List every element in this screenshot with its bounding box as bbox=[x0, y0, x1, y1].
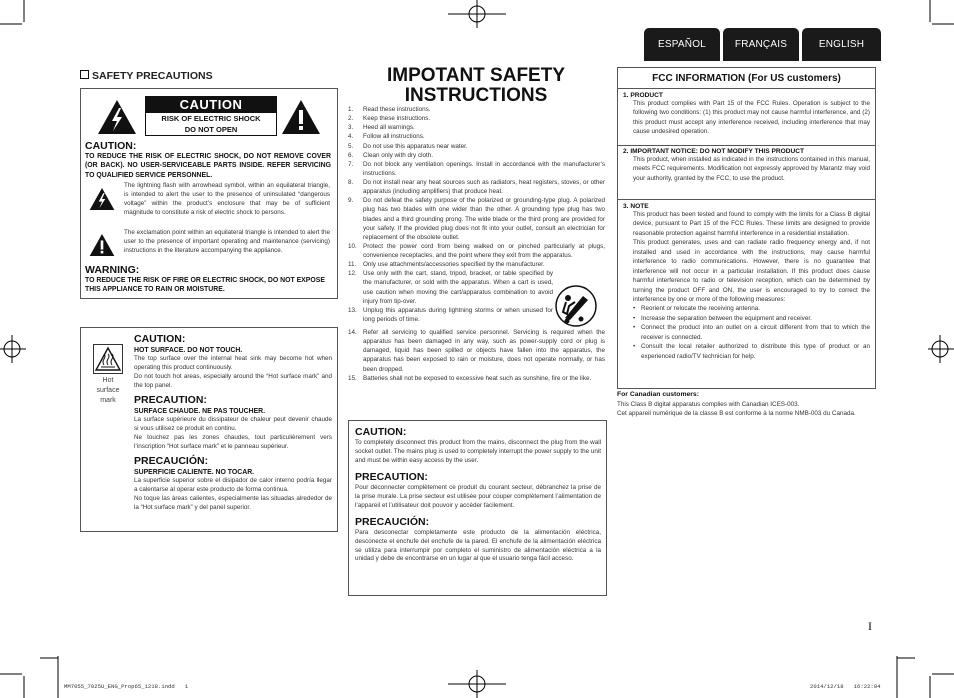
instruction-text: Keep these instructions. bbox=[363, 115, 431, 123]
instruction-text: Do not use this apparatus near water. bbox=[363, 142, 468, 150]
fcc-bullet: • Connect the product into an outlet on a circuit different from that to which the receiver is connected. bbox=[633, 323, 870, 342]
instruction-text: Only use attachments/accessories specified by the manufacturer. bbox=[363, 261, 545, 269]
unplug-text-block bbox=[355, 425, 601, 564]
instruction-number: 12. bbox=[348, 270, 357, 278]
instruction-number: 10. bbox=[348, 242, 357, 250]
hot-precaution-title: PRECAUTION: bbox=[134, 394, 207, 407]
exclamation-triangle-icon bbox=[281, 99, 321, 135]
fcc-s1-text: This product complies with Part 15 of the FCC Rules. Operation is subject to the following two conditions: (1) this product may not cause harmful interference, and (2) this product must accept any interference received, including interference that may cause undesired operation. bbox=[633, 100, 870, 136]
instruction-item bbox=[348, 160, 605, 178]
instruction-item bbox=[348, 328, 605, 374]
canada-text1: This Class B digital apparatus complies with Canadian ICES-003. bbox=[617, 400, 800, 408]
instruction-text: Batteries shall not be exposed to excessive heat such as sunshine, fire or the like. bbox=[363, 374, 592, 382]
instruction-text: Do not block any ventilation openings. Install in accordance with the manufacturer’s instructions. bbox=[363, 160, 605, 177]
instruction-number: 15. bbox=[348, 374, 357, 382]
hot-surface-icon bbox=[94, 345, 122, 373]
hot-caution-text2: Do not touch hot areas, especially around the “Hot surface mark” and the top panel. bbox=[134, 373, 332, 390]
instruction-text: Do not defeat the safety purpose of the polarized or grounding-type plug. A polarized plug has two blades with one wider than the other. A grounding type plug has two blades and a third grounding prong. The wide blade or the third prong are provided for your safety. If the provided plug does not fit into your outlet, consult an electrician for replacement of the obsolete outlet. bbox=[363, 197, 605, 241]
instruction-item bbox=[348, 374, 605, 383]
fcc-divider-3 bbox=[618, 199, 875, 200]
instruction-number: 1. bbox=[348, 106, 354, 113]
caution-text: TO REDUCE THE RISK OF ELECTRIC SHOCK, DO NOT REMOVE COVER (OR BACK). NO USER-SERVICEABLE PARTS INSIDE. REFER SERVICING TO QUALIFIED SERVICE PERSONNEL. bbox=[85, 153, 331, 179]
instruction-number: 2. bbox=[348, 115, 354, 123]
canada-title: For Canadian customers: bbox=[617, 391, 699, 398]
instruction-item bbox=[348, 132, 605, 141]
canada-block bbox=[617, 390, 874, 419]
exclamation-small-icon bbox=[89, 233, 115, 257]
caution-label bbox=[145, 96, 277, 136]
instruction-number: 3. bbox=[348, 124, 354, 132]
safety-box bbox=[80, 88, 338, 299]
instruction-number: 9. bbox=[348, 197, 354, 205]
instruction-text: Read these instructions. bbox=[363, 106, 431, 113]
instruction-text: Protect the power cord from being walked on or pinched particularly at plugs, convenience receptacles, and the point where they exit from the apparatus. bbox=[363, 242, 605, 259]
instruction-number: 8. bbox=[348, 179, 354, 186]
unplug-precaucion-title: PRECAUCIÓN: bbox=[355, 515, 430, 528]
fcc-section-notice bbox=[618, 148, 875, 183]
fcc-s2-text: This product, when installed as indicated in the instructions contained in this manual, meets FCC requirements. Modification not expressly approved by Marantz may void your authority, granted by the FCC, to use the product. bbox=[633, 156, 870, 182]
fcc-s1-title: 1. PRODUCT bbox=[623, 92, 663, 99]
fcc-s3-text2: This product generates, uses and can radiate radio frequency energy and, if not installed and used in accordance with the instructions, may cause harmful interference to radio communications. However, there is no guarantee that interference will not occur in a particular installation. If this product does cause harmful interference to radio or television reception, which can be determined by turning the product OFF and ON, the user is encouraged to try to correct the interference by one or more of the following measures: bbox=[633, 239, 870, 303]
lightning-text: The lightning flash with arrowhead symbol, within an equilateral triangle, is intended to alert the user to the presence of uninsulated “dangerous voltage” within the product’s enclosure that may be of sufficient magnitude to constitute a risk of electric shock to persons. bbox=[124, 182, 330, 216]
fcc-heading: FCC INFORMATION (For US customers) bbox=[652, 73, 841, 84]
fcc-divider-2 bbox=[618, 145, 875, 146]
caution-title: CAUTION: bbox=[85, 140, 137, 152]
instruction-item bbox=[348, 105, 605, 114]
hot-caution-title: CAUTION: bbox=[134, 333, 186, 345]
fcc-s2-title: 2. IMPORTANT NOTICE: DO NOT MODIFY THIS PRODUCT bbox=[623, 148, 805, 155]
canada-text2: Cet appareil numérique de la classe B est conforme à la norme NMB-003 du Canada. bbox=[617, 409, 856, 417]
unplug-caution-text: To completely disconnect this product from the mains, disconnect the plug from the wall socket outlet. The mains plug is used to completely interrupt the power supply to the unit and must be within easy access by the user. bbox=[355, 439, 601, 464]
instruction-number: 7. bbox=[348, 160, 354, 168]
exclamation-text: The exclamation point within an equilateral triangle is intended to alert the user to the presence of important operating and maintenance (servicing) instructions in the literature accompanying the appliance. bbox=[124, 229, 330, 254]
fcc-section-product bbox=[618, 92, 875, 137]
tab-francais[interactable]: FRANÇAIS bbox=[723, 28, 799, 61]
instruction-number: 6. bbox=[348, 151, 354, 159]
unplug-precaution-title: PRECAUTION: bbox=[355, 470, 428, 483]
instruction-text: Unplug this apparatus during lightning storms or when unused for long periods of time. bbox=[363, 306, 553, 323]
unplug-precaution-text: Pour déconnecter complètement ce produit du courant secteur, débranchez la prise de la prise murale. La prise secteur est utilisée pour couper complètement l’alimentation de l’appareil et l’utilisateur doit pouvoir y accéder facilement. bbox=[355, 483, 601, 509]
warning-title: WARNING: bbox=[85, 264, 140, 276]
instruction-text: Use only with the cart, stand, tripod, bracket, or table specified by the manufacturer, or sold with the apparatus. When a cart is used, use caution when moving the cart/apparatus combination to avoid injury from tip-over. bbox=[363, 270, 553, 305]
instruction-text: Clean only with dry cloth. bbox=[363, 151, 433, 159]
hot-precaution-sub: SURFACE CHAUDE. NE PAS TOUCHER. bbox=[134, 408, 266, 416]
instruction-number: 5. bbox=[348, 142, 354, 150]
fcc-s3-title: 3. NOTE bbox=[623, 203, 649, 210]
instructions-title-line2: INSTRUCTIONS bbox=[404, 84, 548, 106]
instruction-number: 14. bbox=[348, 329, 357, 336]
unplug-precaucion-text: Para desconectar completamente este producto de la alimentación eléctrica, desconecte el enchufe del enchufe de la pared. El enchufe de la alimentación eléctrica se utiliza para interrumpir por completo el suministro de alimentación eléctrica a la unidad y debe de encontrarse en un lugar al que el usuario tenga fácil acceso. bbox=[355, 528, 601, 563]
caution-label-title: CAUTION bbox=[146, 97, 276, 113]
instruction-item bbox=[348, 242, 605, 260]
instructions-title-line1: IMPOTANT SAFETY bbox=[386, 65, 566, 86]
hot-caution-text1: The top surface over the internal heat sink may become hot when operating this product continuously. bbox=[134, 355, 332, 372]
safety-heading: SAFETY PRECAUTIONS bbox=[80, 70, 213, 82]
hot-caution-sub: HOT SURFACE. DO NOT TOUCH. bbox=[134, 347, 243, 354]
hot-precaucion-title: PRECAUCIÓN: bbox=[134, 455, 209, 468]
hot-text-block bbox=[134, 332, 332, 513]
mark-label-line1: Hot bbox=[102, 377, 114, 384]
instruction-item bbox=[348, 123, 605, 132]
lightning-small-icon bbox=[89, 187, 115, 211]
mark-label-line2: surface bbox=[96, 387, 120, 395]
unplug-caution-title: CAUTION: bbox=[355, 426, 407, 438]
hot-precaution-text2: Ne touchez pas les zones chaudes, tout particulièrement vers l’inscription “Hot surface mark” et le panneau supérieur. bbox=[134, 434, 332, 451]
fcc-divider-1 bbox=[618, 88, 875, 89]
fcc-bullet: • Reorient or relocate the receiving antenna. bbox=[633, 304, 870, 313]
footer-timestamp: 2014/12/18 16:22:04 bbox=[810, 683, 881, 690]
instruction-text: Heed all warnings. bbox=[363, 124, 415, 132]
unplug-box bbox=[348, 420, 607, 596]
instructions-list bbox=[348, 105, 605, 383]
tab-espanol[interactable]: ESPAÑOL bbox=[644, 28, 720, 61]
cart-tipover-icon bbox=[551, 284, 601, 328]
fcc-section-note bbox=[618, 203, 875, 361]
instruction-item bbox=[348, 151, 605, 160]
checkbox-icon bbox=[80, 70, 89, 79]
fcc-box bbox=[617, 67, 876, 389]
lightning-triangle-icon bbox=[97, 99, 137, 135]
page-number: I bbox=[868, 619, 872, 633]
instruction-item bbox=[348, 260, 605, 269]
fcc-bullet: • Consult the local retailer authorized to distribute this type of product or an experienced radio/TV technician for help. bbox=[633, 342, 870, 361]
instruction-number: 13. bbox=[348, 306, 357, 314]
instruction-item bbox=[348, 142, 605, 151]
fcc-bullet: • Increase the separation between the equipment and receiver. bbox=[633, 314, 870, 323]
hot-precaucion-sub: SUPERFICIE CALIENTE. NO TOCAR. bbox=[134, 469, 255, 477]
tab-english[interactable]: ENGLISH bbox=[802, 28, 881, 61]
hot-surface-mark-label bbox=[85, 376, 131, 406]
caution-label-line2: DO NOT OPEN bbox=[184, 125, 238, 134]
fcc-bullet-list bbox=[623, 304, 870, 361]
warning-text: TO REDUCE THE RISK OF FIRE OR ELECTRIC SHOCK, DO NOT EXPOSE THIS APPLIANCE TO RAIN OR MOISTURE. bbox=[85, 277, 325, 294]
hot-surface-mark bbox=[93, 344, 123, 374]
caution-label-line1: RISK OF ELECTRIC SHOCK bbox=[161, 114, 261, 123]
instruction-item bbox=[348, 178, 605, 196]
mark-label-line3: mark bbox=[100, 397, 116, 405]
fcc-s3-text1: This product has been tested and found to comply with the limits for a Class B digital device, pursuant to Part 15 of the FCC Rules. These limits are designed to provide reasonable protection against harmful interference in a residential installation. bbox=[633, 211, 870, 237]
instruction-text: Follow all instructions. bbox=[363, 133, 425, 141]
hot-precaucion-text2: No toque las áreas calientes, especialmente las situadas alrededor de la “Hot surface mark” y del panel superior. bbox=[134, 495, 332, 512]
instruction-item bbox=[348, 196, 605, 242]
hot-surface-box bbox=[80, 327, 338, 532]
hot-precaution-text1: La surface supérieure du dissipateur de chaleur peut devenir chaude si vous utilisez ce produit en continu. bbox=[134, 416, 332, 433]
instruction-number: 11. bbox=[348, 261, 357, 269]
instruction-number: 4. bbox=[348, 133, 354, 141]
footer-file-info: MM7055_7025U_ENG_Prop65_1218.indd 1 bbox=[64, 683, 189, 690]
instruction-text: Refer all servicing to qualified service personnel. Servicing is required when the apparatus has been damaged in any way, such as power-supply cord or plug is damaged, liquid has been spilled or objects have fallen into the apparatus, the apparatus has been exposed to rain or moisture, does not operate normally, or has been dropped. bbox=[363, 329, 605, 373]
instructions-title bbox=[348, 66, 604, 106]
hot-precaucion-text1: La superficie superior sobre el disipador de calor interno podría llegar a calentarse al operar este producto de forma continua. bbox=[134, 477, 332, 494]
instruction-item bbox=[348, 114, 605, 123]
instruction-text: Do not install near any heat sources such as radiators, heat registers, stoves, or other apparatus (including amplifiers) that produce heat. bbox=[363, 179, 605, 196]
